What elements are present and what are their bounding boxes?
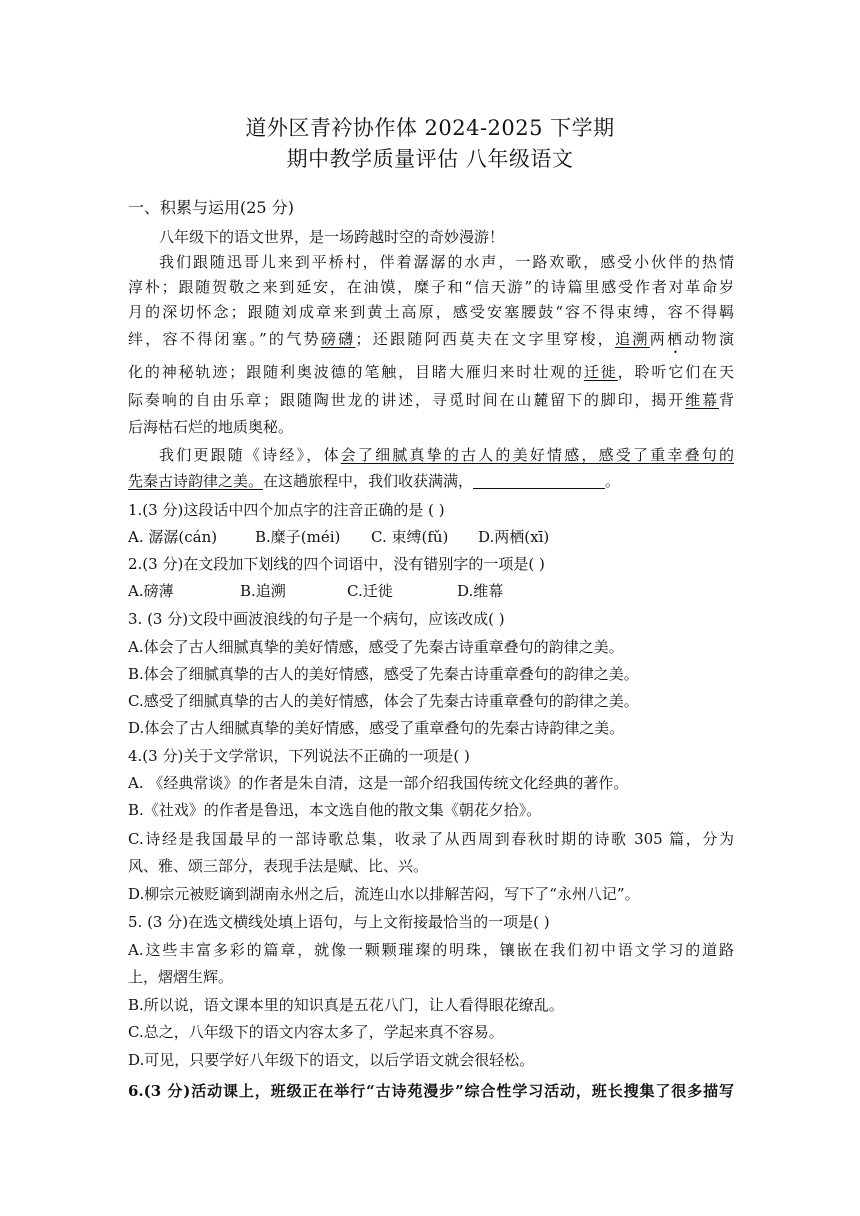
option-a-continued: 上，熠熠生辉。 — [128, 968, 234, 986]
passage-text: ，聆听它们在天 — [617, 363, 734, 381]
underlined-word: 维幕 — [685, 391, 719, 409]
question-1-options — [128, 526, 734, 548]
section-heading: 一、积累与运用(25 分) — [128, 198, 294, 217]
option-b[interactable]: B.糜子(méi) — [255, 528, 341, 546]
passage-line: 月的深切怀念；跟随刘成章来到黄土高原，感受安塞腰鼓“容不得束缚，容不得羁 — [128, 303, 734, 321]
option-a[interactable]: A.这些丰富多彩的篇章，就像一颗颗璀璨的明珠，镶嵌在我们初中语文学习的道路 — [128, 941, 734, 959]
option-a[interactable]: A.磅薄 — [128, 582, 174, 600]
option-c[interactable]: C.诗经是我国最早的一部诗歌总集，收录了从西周到春秋时期的诗歌 305 篇，分为 — [128, 830, 734, 848]
option-d[interactable]: D.体会了古人细腻真挚的美好情感，感受了重章叠句的先秦古诗韵律之美。 — [128, 719, 625, 737]
question-2-stem: 2.(3 分)在文段加下划线的四个词语中，没有错别字的一项是( ) — [128, 555, 545, 573]
option-c[interactable]: C.总之，八年级下的语文内容太多了，学起来真不容易。 — [128, 1023, 504, 1041]
underlined-word: 迁徙 — [583, 363, 618, 381]
wavy-underlined-sentence: 先秦古诗韵律之美。 — [128, 472, 264, 490]
passage-text: 在这趟旅程中，我们收获满满， — [263, 472, 474, 490]
question-5-stem: 5. (3 分)在选文横线处填上语句，与上文衔接最恰当的一项是( ) — [128, 913, 550, 931]
option-d[interactable]: D.两栖(xī) — [478, 528, 550, 546]
question-2-options — [128, 580, 734, 602]
passage-line: 后海枯石烂的地质奥秘。 — [128, 418, 294, 436]
passage-text: 我们更跟随《诗经》，体 — [159, 446, 341, 464]
passage-text: 。 — [605, 472, 621, 490]
wavy-underlined-sentence: 会了细腻真挚的古人的美好情感，感受了重幸叠句的 — [340, 446, 734, 464]
passage-line — [128, 470, 734, 492]
question-4-stem: 4.(3 分)关于文学常识，下列说法不正确的一项是( ) — [128, 747, 470, 765]
passage-text: 际奏响的自由乐章；跟随陶世龙的讲述，寻觅时间在山麓留下的脚印，揭开 — [128, 391, 686, 409]
option-d[interactable]: D.可见，只要学好八年级下的语文，以后学语文就会很轻松。 — [128, 1051, 535, 1069]
passage-text: 背 — [718, 391, 734, 409]
underlined-word: 追溯 — [615, 330, 650, 348]
question-6-stem: 6.(3 分)活动课上，班级正在举行“古诗苑漫步”综合性学习活动，班长搜集了很多描写 — [128, 1082, 734, 1100]
option-b[interactable]: B.《社戏》的作者是鲁迅，本文选自他的散文集《朝花夕拾》。 — [128, 801, 542, 819]
passage-line — [128, 389, 734, 411]
option-c[interactable]: C.感受了细腻真挚的古人的美好情感，体会了先秦古诗重章叠句的韵律之美。 — [128, 692, 639, 710]
dotted-char: 栖 — [667, 330, 685, 348]
option-b[interactable]: B.所以说，语文课本里的知识真是五花八门，让人看得眼花缭乱。 — [128, 996, 564, 1014]
exam-title-line1: 道外区青衿协作体 2024-2025 下学期 — [245, 116, 615, 140]
option-d[interactable]: D.维幕 — [457, 582, 504, 600]
option-c[interactable]: C.迁徙 — [347, 582, 393, 600]
answer-blank[interactable] — [473, 472, 605, 489]
passage-intro: 八年级下的语文世界，是一场跨越时空的奇妙漫游！ — [159, 228, 505, 246]
option-c[interactable]: C. 束缚(fǔ) — [371, 528, 449, 546]
option-a[interactable]: A. 《经典常谈》的作者是朱自清，这是一部介绍我国传统文化经典的著作。 — [128, 774, 629, 792]
question-3-stem: 3. (3 分)文段中画波浪线的句子是一个病句，应该改成( ) — [128, 610, 505, 628]
passage-line: 我们跟随迅哥儿来到平桥村，伴着潺潺的水声，一路欢歌，感受小伙伴的热情 — [159, 253, 734, 271]
option-a[interactable]: A.体会了古人细腻真挚的美好情感，感受了先秦古诗重章叠句的韵律之美。 — [128, 638, 624, 656]
passage-text: 动物演 — [684, 330, 734, 348]
passage-text: ；还跟随阿西莫夫在文字里穿梭， — [355, 330, 616, 348]
passage-text: 化的神秘轨迹；跟随利奥波德的笔触，目睹大雁归来时壮观的 — [128, 363, 584, 381]
passage-line — [128, 328, 734, 357]
underlined-word: 磅礴 — [320, 330, 356, 348]
passage-text: 两 — [649, 330, 668, 348]
passage-line — [128, 361, 734, 383]
option-a[interactable]: A. 潺潺(cán) — [128, 528, 218, 546]
question-1-stem: 1.(3 分)这段话中四个加点字的注音正确的是 ( ) — [128, 501, 445, 519]
passage-text: 绊，容不得闭塞。”的气势 — [128, 330, 321, 348]
option-b[interactable]: B.体会了细腻真挚的古人的美好情感，感受了先秦古诗重章叠句的韵律之美。 — [128, 665, 639, 683]
option-c-continued: 风、雅、颂三部分，表现手法是赋、比、兴。 — [128, 857, 429, 875]
passage-line: 淳朴；跟随贺敬之来到延安，在油馍，糜子和“信天游”的诗篇里感受作者对革命岁 — [128, 278, 734, 296]
passage-line — [159, 444, 734, 466]
option-d[interactable]: D.柳宗元被贬谪到湖南永州之后，流连山水以排解苦闷，写下了“永州八记”。 — [128, 885, 640, 903]
option-b[interactable]: B.追溯 — [240, 582, 286, 600]
exam-title-line2: 期中教学质量评估 八年级语文 — [286, 147, 574, 171]
